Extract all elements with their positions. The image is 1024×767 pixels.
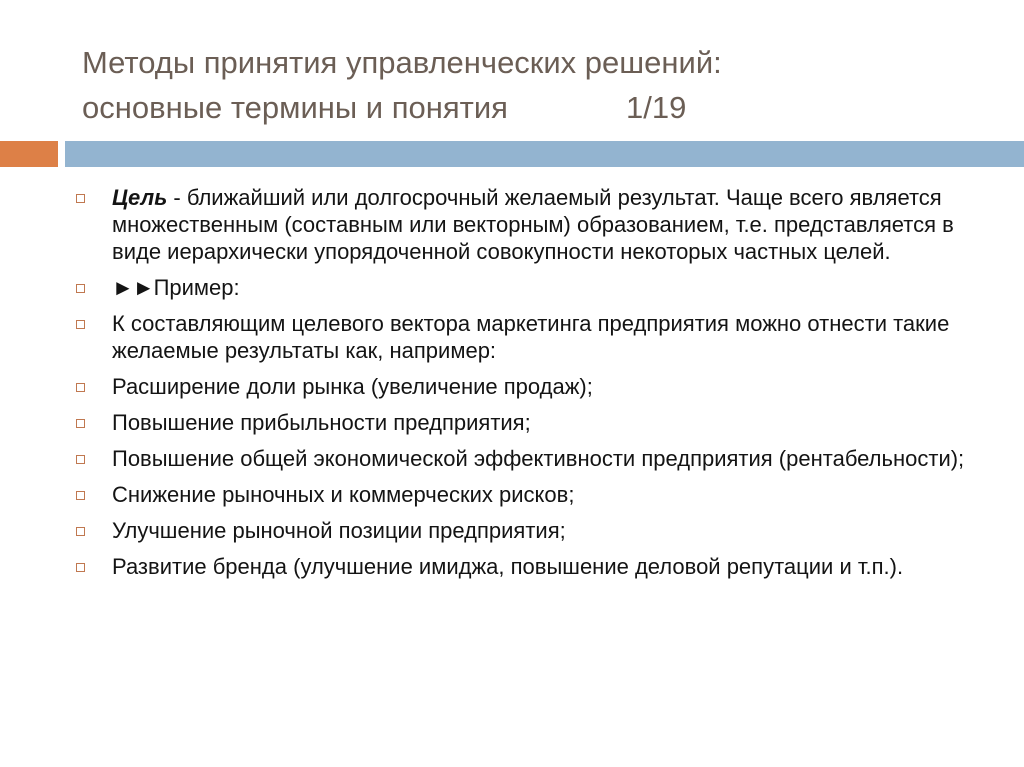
term-label: Цель <box>112 185 168 210</box>
divider-bar <box>65 141 1024 167</box>
list-item-text <box>112 274 976 301</box>
bullet-list <box>76 184 976 589</box>
square-bullet-icon <box>76 194 85 203</box>
square-bullet-icon <box>76 527 85 536</box>
list-item-text: Развитие бренда (улучшение имиджа, повышение деловой репутации и т.п.). <box>112 554 904 579</box>
list-item-text: К составляющим целевого вектора маркетинга предприятия можно отнести такие желаемые результаты как, например: <box>112 311 950 363</box>
title-line-1: Методы принятия управленческих решений: <box>82 45 722 80</box>
title-line-2: основные термины и понятия <box>82 90 508 125</box>
list-item-text: Повышение общей экономической эффективности предприятия (рентабельности); <box>112 446 965 471</box>
list-item-text: Снижение рыночных и коммерческих рисков; <box>112 482 575 507</box>
accent-bar <box>0 141 58 167</box>
list-item <box>76 373 976 400</box>
list-item <box>76 274 976 301</box>
list-item-text: Улучшение рыночной позиции предприятия; <box>112 518 566 543</box>
square-bullet-icon <box>76 284 85 293</box>
list-item <box>76 409 976 436</box>
list-item <box>76 445 976 472</box>
term-definition: - ближайший или долгосрочный желаемый результат. Чаще всего является множественным (составным или векторным) образованием, т.е. представляется в виде иерархически упорядоченной совокупности некоторых частных целей. <box>112 185 954 264</box>
list-item <box>76 553 976 580</box>
square-bullet-icon <box>76 419 85 428</box>
list-item <box>76 184 976 265</box>
double-arrow-icon: ►► <box>112 275 154 300</box>
list-item-text: Расширение доли рынка (увеличение продаж); <box>112 374 593 399</box>
square-bullet-icon <box>76 455 85 464</box>
square-bullet-icon <box>76 383 85 392</box>
list-item-text <box>112 184 976 265</box>
list-item <box>76 481 976 508</box>
square-bullet-icon <box>76 491 85 500</box>
list-item <box>76 310 976 364</box>
square-bullet-icon <box>76 563 85 572</box>
list-item-text: Повышение прибыльности предприятия; <box>112 410 531 435</box>
square-bullet-icon <box>76 320 85 329</box>
list-item <box>76 517 976 544</box>
slide-title <box>82 40 982 130</box>
title-line-2-row <box>82 85 982 130</box>
example-label: Пример: <box>153 275 240 300</box>
page-number: 1/19 <box>625 90 687 125</box>
